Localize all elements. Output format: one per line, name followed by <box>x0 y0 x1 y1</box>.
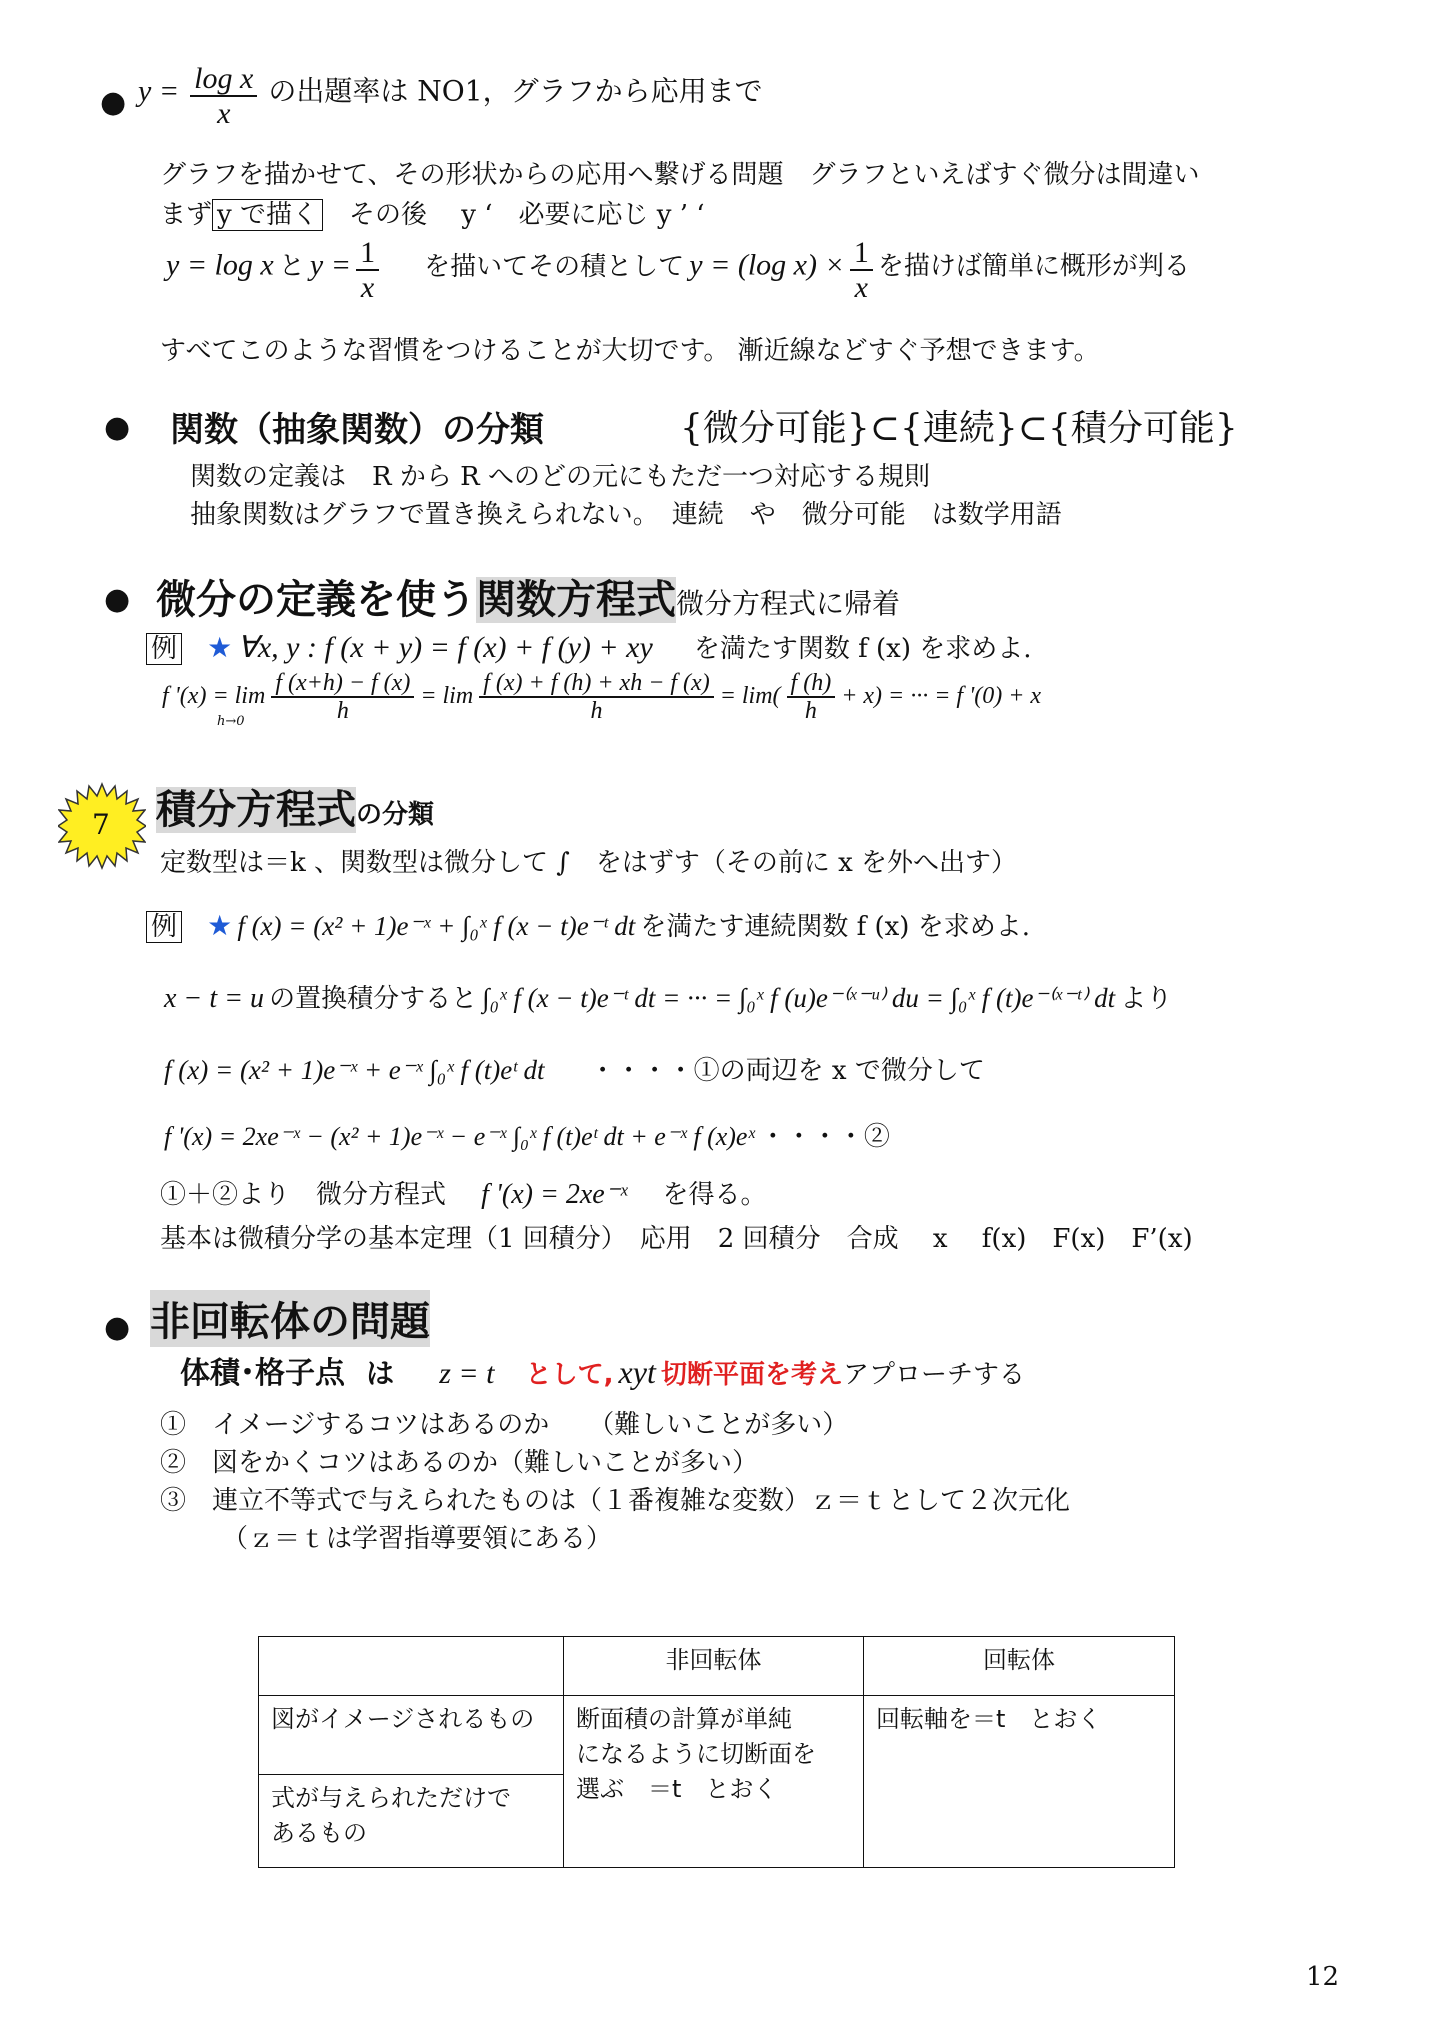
sec4-title <box>156 778 434 835</box>
sec1-line3-to: と <box>278 251 305 282</box>
sec2-title: 関数（抽象関数）の分類 <box>170 410 544 450</box>
sec4-l4-formula: f '(x) = 2xe⁻ˣ − (x² + 1)e⁻ˣ − e⁻ˣ ∫₀ˣ f (t)eᵗ dt + e⁻ˣ f (x)eˣ <box>164 1122 755 1151</box>
sec1-line4: すべてこのような習慣をつけることが大切です。 漸近線などすぐ予想できます。 <box>160 336 1100 366</box>
table-row <box>259 1696 1175 1775</box>
sec3-deriv-frac3 <box>787 670 836 725</box>
sec1-line2-post: その後 y ‘ 必要に応じ y ’ ‘ <box>349 200 705 230</box>
sec3-title-hl: 関数方程式 <box>476 577 676 623</box>
sec1-line3-f3-den: x <box>854 271 868 304</box>
sec5-item-num: ① <box>160 1410 187 1440</box>
sec1-line3-f2-num: 1 <box>356 236 379 271</box>
sec4-l3-formula: f (x) = (x² + 1)e⁻ˣ + e⁻ˣ ∫₀ˣ f (t)eᵗ dt <box>164 1055 545 1085</box>
sec1-line2-pre: まず <box>160 200 213 230</box>
table-cell-merged <box>564 1696 864 1868</box>
sec5-title: 非回転体の問題 <box>150 1290 430 1347</box>
table-cell-line: あるもの <box>271 1818 367 1847</box>
table-header-cell: 非回転体 <box>564 1637 864 1696</box>
table-cell-line: 選ぶ ＝t とおく <box>576 1774 778 1803</box>
sec4-line6: 基本は微積分学の基本定理（1 回積分） 応用 2 回積分 合成 x f(x) F(x) F’(x) <box>160 1224 1193 1254</box>
sec3-derivative <box>162 670 1041 725</box>
star-icon: ★ <box>207 631 233 664</box>
sec3-deriv-d2: h <box>590 698 603 725</box>
sec3-deriv-frac1 <box>271 670 414 725</box>
sec5-item-num: ② <box>160 1448 187 1478</box>
sec1-formula-frac <box>190 62 257 130</box>
sec4-line5 <box>160 1174 767 1211</box>
sec1-line3 <box>166 236 1190 304</box>
sec4-l2-post: より <box>1120 984 1173 1014</box>
sec1-formula-lhs: y = <box>138 74 180 108</box>
sec1-line3-f2-lhs: y = <box>309 248 351 282</box>
table-cell: 図がイメージされるもの <box>259 1696 564 1775</box>
sec4-example <box>146 906 1030 943</box>
sec4-l3-text: ・・・・①の両辺を x で微分して <box>589 1056 985 1086</box>
bullet-sec3: ● <box>104 582 131 617</box>
sec3-deriv-tail: + x) = ··· = f '(0) + x <box>841 682 1042 709</box>
table-header-cell <box>259 1637 564 1696</box>
sec1-line3-f3-num: 1 <box>850 236 873 271</box>
sec1-line3-post: を描けば簡単に概形が判る <box>877 251 1190 282</box>
table-cell-rotation: 回転軸を＝t とおく <box>864 1696 1175 1868</box>
sec2-line2: 抽象関数はグラフで置き換えられない。 連続 や 微分可能 は数学用語 <box>190 500 1062 530</box>
sec3-ex-text: を満たす関数 f (x) を求めよ. <box>693 634 1032 664</box>
sec3-deriv-n1: f (x+h) − f (x) <box>271 670 414 698</box>
sec4-line4 <box>164 1116 890 1153</box>
sec4-line2 <box>164 978 1172 1015</box>
page-number: 12 <box>1306 1962 1340 1992</box>
sec1-line2 <box>160 194 705 231</box>
sec4-title-main: 積分方程式 <box>156 787 356 833</box>
sec1-formula-num: log x <box>190 62 257 97</box>
table-cell <box>259 1775 564 1868</box>
sec5-subtitle <box>180 1348 1025 1392</box>
sec3-ex-label: 例 <box>146 633 182 665</box>
sec3-deriv-frac2 <box>479 670 714 725</box>
sec3-deriv-lim-sub: h→0 <box>217 714 245 729</box>
sec1-formula-den: x <box>217 97 231 130</box>
sec4-line3 <box>164 1050 985 1087</box>
sec3-ex-formula: ∀x, y : f (x + y) = f (x) + f (y) + xy <box>237 631 653 664</box>
sec3-deriv-n3: f (h) <box>787 670 836 698</box>
sec5-sub-post: アプローチする <box>842 1360 1025 1390</box>
sec4-line1: 定数型は＝k 、関数型は微分して ∫ をはずす（その前に x を外へ出す） <box>160 848 1018 878</box>
sec1-line3-f2-den: x <box>360 271 375 304</box>
sec3-example <box>146 628 1032 665</box>
table-row <box>259 1637 1175 1696</box>
sec5-item-3 <box>160 1480 1070 1517</box>
sec5-item-2 <box>160 1442 758 1479</box>
sec5-item-1 <box>160 1404 848 1441</box>
sec4-ex-label: 例 <box>146 911 182 943</box>
sec3-deriv-eq3: = lim( <box>719 682 781 709</box>
sec3-deriv-d3: h <box>804 698 817 725</box>
table-cell-line: 断面積の計算が単純 <box>576 1705 792 1733</box>
sec5-sub-bold: 体積･格子点 <box>180 1356 345 1391</box>
sec1-line3-f1: y = log x <box>166 248 274 282</box>
sec4-l5-pre: ①＋②より 微分方程式 <box>160 1180 447 1210</box>
sec4-l2-formula: ∫₀ˣ f (x − t)e⁻ᵗ dt = ··· = ∫₀ˣ f (u)e⁻⁽ˣ⁻ᵘ⁾ du = ∫₀ˣ f (t)e⁻⁽ˣ⁻ᵗ⁾ dt <box>482 983 1116 1013</box>
sec4-ex-formula: f (x) = (x² + 1)e⁻ˣ + ∫₀ˣ f (x − t)e⁻ᵗ dt <box>237 911 636 941</box>
sec3-deriv-n2: f (x) + f (h) + xh − f (x) <box>479 670 714 698</box>
bullet-sec2: ● <box>104 410 131 445</box>
sec4-l2-pre: x − t = u <box>164 983 264 1014</box>
sec5-sub-red2: 切断平面を考え <box>660 1360 843 1390</box>
sec3-deriv-eq2: = lim <box>420 682 474 709</box>
sec1-line1: グラフを描かせて、その形状からの応用へ繋げる問題 グラフといえばすぐ微分は間違い <box>160 160 1200 190</box>
sec4-badge-number: 7 <box>92 808 110 841</box>
sec1-line2-box: y で描く <box>212 199 323 231</box>
sec1-line3-mid: を描いてその積として <box>424 251 685 282</box>
sec4-l5-formula: f '(x) = 2xe⁻ˣ <box>481 1179 628 1210</box>
sec4-ex-text: を満たす連続関数 f (x) を求めよ. <box>640 912 1030 942</box>
sec5-item-3-cont: （ｚ＝ｔは学習指導要領にある） <box>222 1524 613 1554</box>
sec3-title-pre: 微分の定義を使う <box>156 577 476 623</box>
sec3-title <box>156 568 900 625</box>
bullet-sec5: ● <box>104 1310 131 1345</box>
sec5-sub-wa: は <box>366 1357 395 1390</box>
bullet-sec1: ● <box>100 85 127 120</box>
sec5-sub-math2: xyt <box>618 1354 656 1390</box>
sec1-line3-f2-frac <box>356 236 379 304</box>
sec2-sets: {微分可能}⊂{連続}⊂{積分可能} <box>680 408 1238 449</box>
sec3-deriv-lhs: f '(x) = lim <box>162 682 266 709</box>
sec5-sub-red1: として, <box>525 1360 614 1390</box>
table-cell-line: 式が与えられただけで <box>271 1784 511 1812</box>
sec4-l5-post: を得る。 <box>662 1180 767 1210</box>
sec5-sub-math: z = t <box>439 1357 495 1390</box>
table-header-cell: 回転体 <box>864 1637 1175 1696</box>
table-cell-line: になるように切断面を <box>576 1739 816 1768</box>
comparison-table <box>258 1636 1175 1868</box>
sec5-item-num: ③ <box>160 1486 187 1516</box>
sec1-title-rest: の出題率は NO1，グラフから応用まで <box>268 74 763 108</box>
sec5-item-text: イメージするコツはあるのか （難しいことが多い） <box>212 1410 849 1440</box>
sec4-title-small: の分類 <box>356 800 435 830</box>
sec1-line3-f3-lhs: y = (log x) × <box>689 248 845 282</box>
sec2-line1: 関数の定義は R から R へのどの元にもただ一つ対応する規則 <box>190 462 930 492</box>
sec4-l2-text: の置換積分すると <box>269 984 478 1014</box>
sec1-line3-f3-frac <box>850 236 873 304</box>
sec3-title-post: 微分方程式に帰着 <box>676 587 901 620</box>
sec1-title <box>138 62 763 130</box>
sec5-item-text: 連立不等式で与えられたものは（１番複雑な変数）ｚ＝ｔとして２次元化 <box>212 1486 1071 1516</box>
star-icon: ★ <box>207 909 233 942</box>
sec5-item-text: 図をかくコツはあるのか（難しいことが多い） <box>212 1448 759 1478</box>
sec4-l4-text: ・・・・② <box>759 1122 890 1152</box>
sec3-deriv-d1: h <box>336 698 349 725</box>
